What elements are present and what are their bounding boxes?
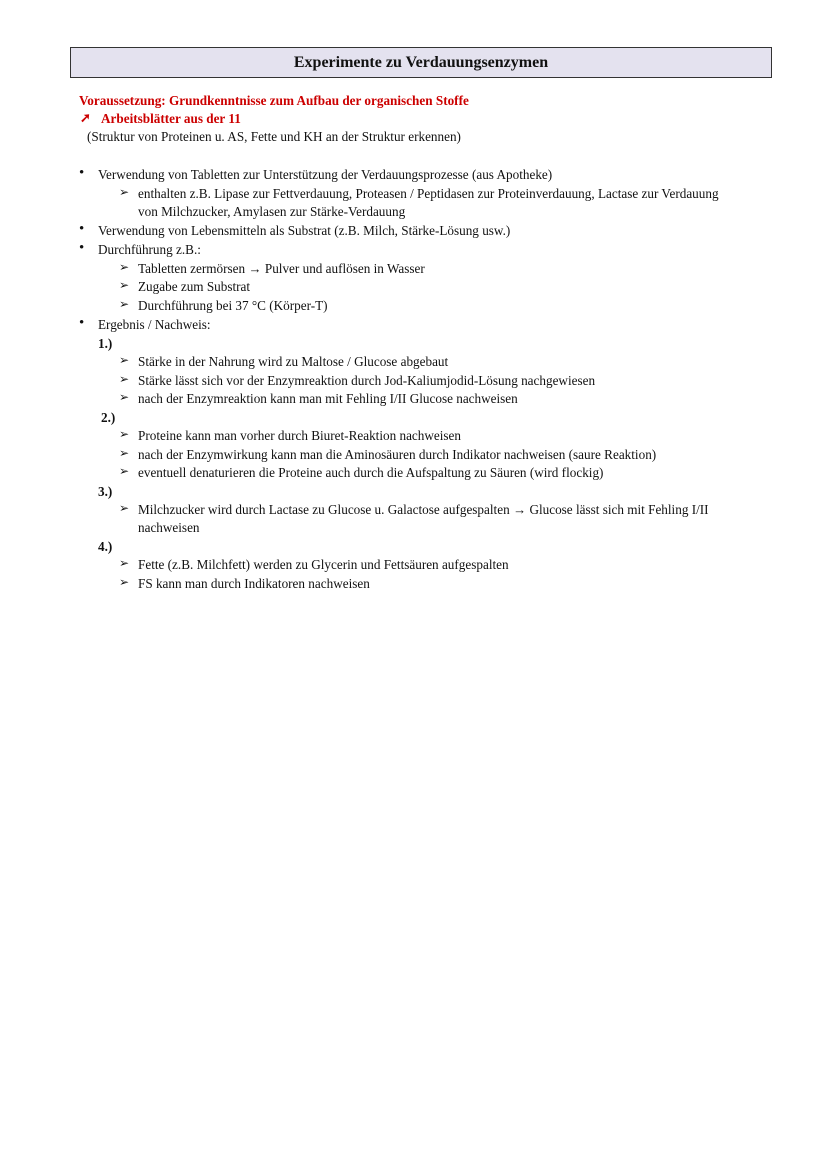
arrow-bullet-icon: ➢ bbox=[119, 556, 130, 570]
title-text: Experimente zu Verdauungsenzymen bbox=[293, 53, 549, 71]
result-2-label: 2.) bbox=[101, 410, 116, 425]
bullet-results: Ergebnis / Nachweis: bbox=[98, 317, 211, 332]
result-2-item-1: Proteine kann man vorher durch Biuret-Reaktion nachweisen bbox=[138, 428, 461, 443]
worksheets-link[interactable]: Arbeitsblätter aus der 11 bbox=[101, 111, 241, 126]
result-1-item-1: Stärke in der Nahrung wird zu Maltose / Glucose abgebaut bbox=[138, 354, 449, 369]
bullet-procedure: Durchführung z.B.: bbox=[98, 242, 201, 257]
enzymes-line-1: enthalten z.B. Lipase zur Fettverdauung, Proteasen / Peptidasen zur Proteinverdauung, Lactase zur Verdauung bbox=[138, 186, 719, 201]
result-1-item-3: nach der Enzymreaktion kann man mit Fehling I/II Glucose nachweisen bbox=[138, 391, 518, 406]
arrow-bullet-icon: ➢ bbox=[119, 297, 130, 311]
result-1-label: 1.) bbox=[98, 336, 113, 351]
result-4-item-1: Fette (z.B. Milchfett) werden zu Glycerin und Fettsäuren aufgespalten bbox=[138, 557, 509, 572]
prerequisite-heading: Voraussetzung: Grundkenntnisse zum Aufbau der organischen Stoffe bbox=[79, 93, 469, 108]
bullet-tablets: Verwendung von Tabletten zur Unterstützung der Verdauungsprozesse (aus Apotheke) bbox=[98, 167, 553, 182]
procedure-step-2: Zugabe zum Substrat bbox=[138, 279, 251, 294]
up-right-arrow-icon: ➚ bbox=[80, 110, 91, 125]
procedure-step-3: Durchführung bei 37 °C (Körper-T) bbox=[138, 298, 328, 313]
arrow-bullet-icon: ➢ bbox=[119, 390, 130, 404]
arrow-bullet-icon: ➢ bbox=[119, 446, 130, 460]
bullet-icon: • bbox=[79, 165, 85, 181]
arrow-bullet-icon: ➢ bbox=[119, 427, 130, 441]
arrow-bullet-icon: ➢ bbox=[119, 372, 130, 386]
bullet-food-substrate: Verwendung von Lebensmitteln als Substrat (z.B. Milch, Stärke-Lösung usw.) bbox=[98, 223, 511, 238]
enzymes-line-2: von Milchzucker, Amylasen zur Stärke-Verdauung bbox=[138, 204, 406, 219]
result-4-item-2: FS kann man durch Indikatoren nachweisen bbox=[138, 576, 370, 591]
arrow-bullet-icon: ➢ bbox=[119, 575, 130, 589]
result-3-item-line-2: nachweisen bbox=[138, 520, 200, 535]
result-3-item-line-1: Milchzucker wird durch Lactase zu Glucose u. Galactose aufgespalten → Glucose lässt sich mit Fehling I/II bbox=[138, 502, 709, 517]
prerequisite-note: (Struktur von Proteinen u. AS, Fette und KH an der Struktur erkennen) bbox=[87, 129, 461, 144]
arrow-bullet-icon: ➢ bbox=[119, 278, 130, 292]
result-1-item-2: Stärke lässt sich vor der Enzymreaktion durch Jod-Kaliumjodid-Lösung nachgewiesen bbox=[138, 373, 596, 388]
bullet-icon: • bbox=[79, 221, 85, 237]
result-3-label: 3.) bbox=[98, 484, 113, 499]
arrow-bullet-icon: ➢ bbox=[119, 185, 130, 199]
result-2-item-2: nach der Enzymwirkung kann man die Aminosäuren durch Indikator nachweisen (saure Reaktion) bbox=[138, 447, 657, 462]
result-2-item-3: eventuell denaturieren die Proteine auch durch die Aufspaltung zu Säuren (wird flockig) bbox=[138, 465, 604, 480]
bullet-icon: • bbox=[79, 240, 85, 256]
arrow-bullet-icon: ➢ bbox=[119, 464, 130, 478]
arrow-bullet-icon: ➢ bbox=[119, 501, 130, 515]
result-4-label: 4.) bbox=[98, 539, 113, 554]
arrow-bullet-icon: ➢ bbox=[119, 353, 130, 367]
arrow-bullet-icon: ➢ bbox=[119, 260, 130, 274]
bullet-icon: • bbox=[79, 315, 85, 331]
document-title bbox=[70, 47, 772, 78]
procedure-step-1: Tabletten zermörsen → Pulver und auflösen in Wasser bbox=[138, 261, 425, 276]
